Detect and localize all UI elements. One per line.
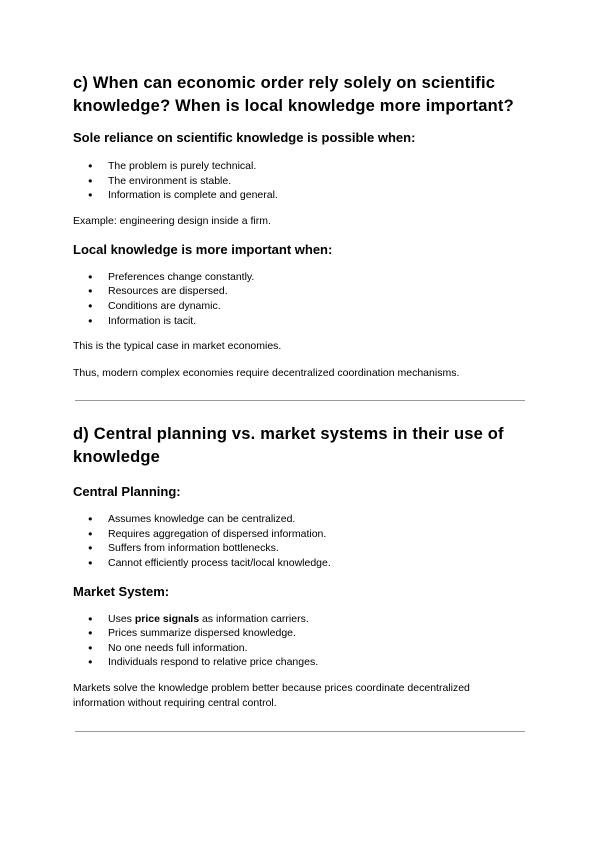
list-item: ● Information is tacit.: [73, 314, 524, 329]
list-item: ● Prices summarize dispersed knowledge.: [73, 626, 524, 641]
section-d-central-list: [73, 512, 524, 570]
section-c-local-list: [73, 270, 524, 328]
section-c-scientific-list: [73, 159, 524, 203]
list-item-bold: price signals: [134, 612, 200, 625]
section-d-market-list: [73, 612, 524, 670]
list-item: ● Conditions are dynamic.: [73, 299, 524, 314]
section-d-title: d) Central planning vs. market systems in their use of knowledge: [73, 425, 504, 467]
list-item: ● Resources are dispersed.: [73, 284, 524, 299]
section-c-subheading-local: Local knowledge is more important when:: [73, 241, 333, 257]
section-d-subheading-central: Central Planning:: [73, 484, 181, 500]
section-c-subheading-scientific: Sole reliance on scientific knowledge is possible when:: [73, 130, 416, 145]
section-divider: [75, 731, 525, 732]
section-d-subheading-market: Market System:: [73, 583, 170, 599]
section-d-conclusion: Markets solve the knowledge problem better because prices coordinate decentralized information without requiring central control.: [73, 681, 470, 709]
section-c-example: Example: engineering design inside a firm.: [73, 214, 271, 227]
list-item: ● Information is complete and general.: [73, 188, 524, 203]
list-item-suffix: as information carriers.: [199, 612, 309, 625]
section-c-title: c) When can economic order rely solely on scientific knowledge? When is local knowledge more important?: [73, 74, 514, 115]
section-c-paragraph-1: This is the typical case in market economies.: [73, 340, 282, 353]
list-item: ● Requires aggregation of dispersed information.: [73, 527, 524, 542]
list-item: ● The environment is stable.: [73, 174, 524, 189]
list-item-prefix: Uses: [108, 612, 135, 625]
section-divider: [75, 400, 525, 401]
list-item: [73, 612, 524, 627]
list-item: ● No one needs full information.: [73, 641, 524, 656]
list-item: ● The problem is purely technical.: [73, 159, 524, 174]
list-item: ● Preferences change constantly.: [73, 270, 524, 285]
list-item: ● Individuals respond to relative price changes.: [73, 655, 524, 670]
list-item: ● Assumes knowledge can be centralized.: [73, 512, 524, 527]
list-item: ● Cannot efficiently process tacit/local knowledge.: [73, 556, 524, 571]
list-item: ● Suffers from information bottlenecks.: [73, 541, 524, 556]
section-c-paragraph-2: Thus, modern complex economies require decentralized coordination mechanisms.: [73, 367, 460, 380]
